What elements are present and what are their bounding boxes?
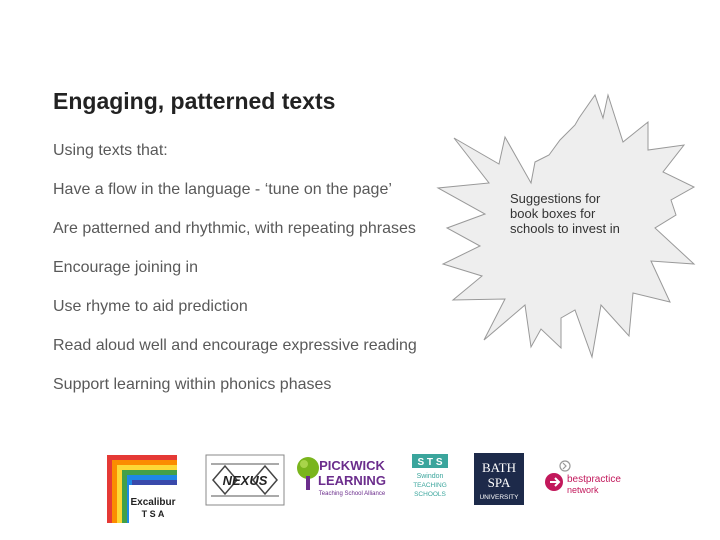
tree-icon	[297, 457, 319, 490]
bathspa-line3: UNIVERSITY	[479, 494, 519, 501]
callout-line: schools to invest in	[510, 221, 620, 236]
bullet-item: Have a flow in the language - ‘tune on the page’	[53, 181, 392, 198]
bestpractice-line1: bestpractice	[567, 474, 621, 485]
callout-text	[510, 191, 660, 236]
callout-line: book boxes for	[510, 206, 596, 221]
bathspa-line2: SPA	[487, 475, 511, 490]
sts-line3: SCHOOLS	[414, 491, 446, 498]
swindon-teaching-schools-logo	[412, 454, 448, 502]
pickwick-learning-logo	[294, 452, 394, 502]
partner-logos	[0, 440, 720, 530]
bath-spa-university-logo	[474, 453, 524, 505]
bullet-item: Support learning within phonics phases	[53, 376, 332, 393]
bullet-item: Use rhyme to aid prediction	[53, 298, 248, 315]
excalibur-tsa-logo	[107, 455, 177, 523]
nexus-logo	[205, 454, 285, 506]
nexus-text: NEXUS	[222, 473, 268, 488]
slide-title: Engaging, patterned texts	[53, 88, 336, 114]
bullet-item: Using texts that:	[53, 142, 168, 159]
excalibur-tsa: T S A	[141, 509, 165, 519]
pickwick-line2: LEARNING	[318, 473, 386, 488]
pickwick-line1: PICKWICK	[319, 458, 385, 473]
callout-line: Suggestions for	[510, 191, 601, 206]
sts-line2: TEACHING	[413, 482, 447, 489]
pickwick-line3: Teaching School Alliance	[318, 491, 386, 497]
best-practice-network-logo	[543, 458, 627, 502]
bullet-item: Are patterned and rhythmic, with repeating phrases	[53, 220, 416, 237]
excalibur-name: Excalibur	[130, 497, 176, 508]
sts-letters: S T S	[417, 457, 443, 468]
bullet-item: Read aloud well and encourage expressive reading	[53, 337, 417, 354]
bathspa-line1: BATH	[482, 460, 516, 475]
sts-line1: Swindon	[416, 473, 444, 480]
bestpractice-line2: network	[567, 485, 599, 495]
bullet-item: Encourage joining in	[53, 259, 198, 276]
